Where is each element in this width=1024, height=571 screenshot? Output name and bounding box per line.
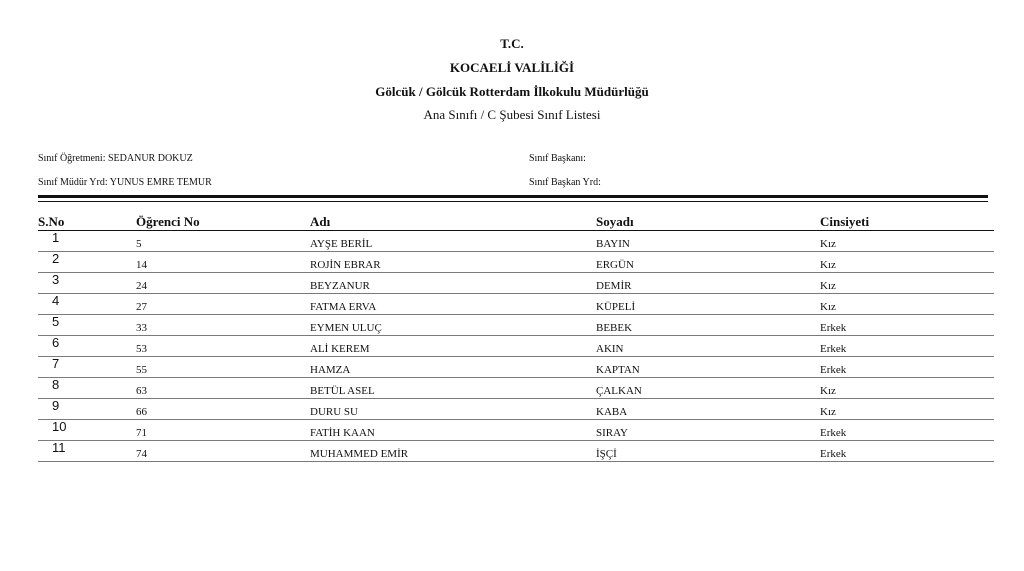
cell-gender-text: Erkek	[820, 343, 847, 355]
cell-surname	[596, 231, 820, 252]
cell-name-text: DURU SU	[310, 406, 358, 418]
cell-name	[310, 357, 596, 378]
cell-sno: 8	[38, 378, 136, 399]
table-row	[38, 441, 994, 462]
cell-gender-text: Kız	[820, 385, 836, 397]
cell-sno: 11	[38, 441, 136, 462]
cell-name-text: EYMEN ULUÇ	[310, 322, 382, 334]
cell-student-no	[136, 252, 310, 273]
cell-name-text: AYŞE BERİL	[310, 238, 373, 250]
cell-student-no-text: 14	[136, 259, 147, 271]
cell-surname-text: KÜPELİ	[596, 301, 636, 313]
cell-name	[310, 273, 596, 294]
class-teacher: Sınıf Öğretmeni: SEDANUR DOKUZ	[38, 153, 193, 164]
class-vice-principal: Sınıf Müdür Yrd: YUNUS EMRE TEMUR	[38, 177, 212, 188]
column-header-student-no: Öğrenci No	[136, 210, 310, 231]
cell-student-no-text: 27	[136, 301, 147, 313]
column-header-name: Adı	[310, 210, 596, 231]
cell-student-no	[136, 294, 310, 315]
cell-surname	[596, 273, 820, 294]
table-row	[38, 357, 994, 378]
cell-gender	[820, 294, 994, 315]
table-row	[38, 231, 994, 252]
cell-student-no	[136, 357, 310, 378]
cell-surname	[596, 441, 820, 462]
cell-name-text: HAMZA	[310, 364, 351, 376]
cell-gender	[820, 252, 994, 273]
cell-surname-text: AKIN	[596, 343, 624, 355]
cell-gender-text: Erkek	[820, 427, 847, 439]
cell-surname	[596, 294, 820, 315]
cell-name-text: MUHAMMED EMİR	[310, 448, 409, 460]
cell-name	[310, 252, 596, 273]
cell-surname-text: KAPTAN	[596, 364, 640, 376]
table-header-row	[38, 210, 994, 231]
cell-gender-text: Erkek	[820, 448, 847, 460]
header-tc: T.C.	[500, 36, 524, 51]
cell-surname	[596, 399, 820, 420]
table-body	[38, 231, 994, 462]
cell-name	[310, 315, 596, 336]
table-row	[38, 273, 994, 294]
cell-sno: 5	[38, 315, 136, 336]
header-school: Gölcük / Gölcük Rotterdam İlkokulu Müdürlüğü	[375, 84, 649, 99]
cell-student-no	[136, 441, 310, 462]
cell-name	[310, 441, 596, 462]
cell-surname-text: SIRAY	[596, 427, 628, 439]
cell-name	[310, 231, 596, 252]
table-row	[38, 252, 994, 273]
cell-student-no-text: 74	[136, 448, 147, 460]
cell-gender	[820, 399, 994, 420]
cell-gender-text: Erkek	[820, 364, 847, 376]
cell-student-no	[136, 420, 310, 441]
cell-student-no-text: 33	[136, 322, 147, 334]
cell-name-text: BEYZANUR	[310, 280, 370, 292]
cell-student-no-text: 71	[136, 427, 147, 439]
table-row	[38, 294, 994, 315]
cell-surname-text: ÇALKAN	[596, 385, 642, 397]
cell-gender-text: Kız	[820, 406, 836, 418]
table-row	[38, 315, 994, 336]
table-row	[38, 399, 994, 420]
cell-student-no-text: 55	[136, 364, 147, 376]
cell-student-no	[136, 273, 310, 294]
table-row	[38, 336, 994, 357]
cell-surname-text: DEMİR	[596, 280, 632, 292]
cell-gender	[820, 336, 994, 357]
cell-student-no	[136, 231, 310, 252]
column-header-surname: Soyadı	[596, 210, 820, 231]
cell-name-text: BETÜL ASEL	[310, 385, 375, 397]
cell-student-no-text: 24	[136, 280, 147, 292]
cell-gender	[820, 357, 994, 378]
cell-sno: 1	[38, 231, 136, 252]
cell-name	[310, 420, 596, 441]
cell-name	[310, 294, 596, 315]
cell-gender	[820, 315, 994, 336]
cell-gender	[820, 378, 994, 399]
cell-name-text: FATMA ERVA	[310, 301, 377, 313]
student-list-table	[38, 210, 994, 462]
cell-surname	[596, 336, 820, 357]
cell-gender-text: Kız	[820, 280, 836, 292]
cell-sno: 10	[38, 420, 136, 441]
cell-sno: 4	[38, 294, 136, 315]
cell-sno: 3	[38, 273, 136, 294]
cell-student-no-text: 53	[136, 343, 147, 355]
cell-student-no-text: 66	[136, 406, 147, 418]
header-valilik: KOCAELİ VALİLİĞİ	[449, 60, 575, 75]
cell-surname	[596, 252, 820, 273]
cell-name-text: ALİ KEREM	[310, 343, 370, 355]
cell-surname-text: BAYIN	[596, 238, 630, 250]
cell-gender	[820, 441, 994, 462]
cell-student-no	[136, 378, 310, 399]
cell-name-text: FATİH KAAN	[310, 427, 375, 439]
cell-sno: 2	[38, 252, 136, 273]
column-header-sno: S.No	[38, 210, 136, 231]
cell-name	[310, 378, 596, 399]
cell-student-no	[136, 315, 310, 336]
cell-gender	[820, 231, 994, 252]
cell-gender	[820, 273, 994, 294]
header-list-title: Ana Sınıfı / C Şubesi Sınıf Listesi	[423, 107, 601, 122]
cell-surname	[596, 315, 820, 336]
cell-student-no-text: 63	[136, 385, 147, 397]
cell-student-no	[136, 399, 310, 420]
cell-gender	[820, 420, 994, 441]
cell-name-text: ROJİN EBRAR	[310, 259, 381, 271]
cell-gender-text: Kız	[820, 259, 836, 271]
cell-sno: 6	[38, 336, 136, 357]
cell-surname-text: ERGÜN	[596, 259, 634, 271]
cell-name	[310, 399, 596, 420]
cell-gender-text: Kız	[820, 301, 836, 313]
cell-gender-text: Erkek	[820, 322, 847, 334]
cell-student-no	[136, 336, 310, 357]
cell-surname	[596, 420, 820, 441]
cell-surname-text: KABA	[596, 406, 628, 418]
cell-gender-text: Kız	[820, 238, 836, 250]
cell-name	[310, 336, 596, 357]
cell-surname-text: İŞÇİ	[596, 448, 617, 460]
header-divider-thick	[38, 195, 988, 198]
cell-surname	[596, 378, 820, 399]
cell-surname	[596, 357, 820, 378]
cell-sno: 7	[38, 357, 136, 378]
class-vice-president: Sınıf Başkan Yrd:	[529, 177, 601, 188]
cell-sno: 9	[38, 399, 136, 420]
cell-surname-text: BEBEK	[596, 322, 633, 334]
column-header-gender: Cinsiyeti	[820, 210, 994, 231]
header-divider-thin	[38, 201, 988, 202]
table-row	[38, 420, 994, 441]
class-president: Sınıf Başkanı:	[529, 153, 586, 164]
cell-student-no-text: 5	[136, 238, 142, 250]
table-row	[38, 378, 994, 399]
